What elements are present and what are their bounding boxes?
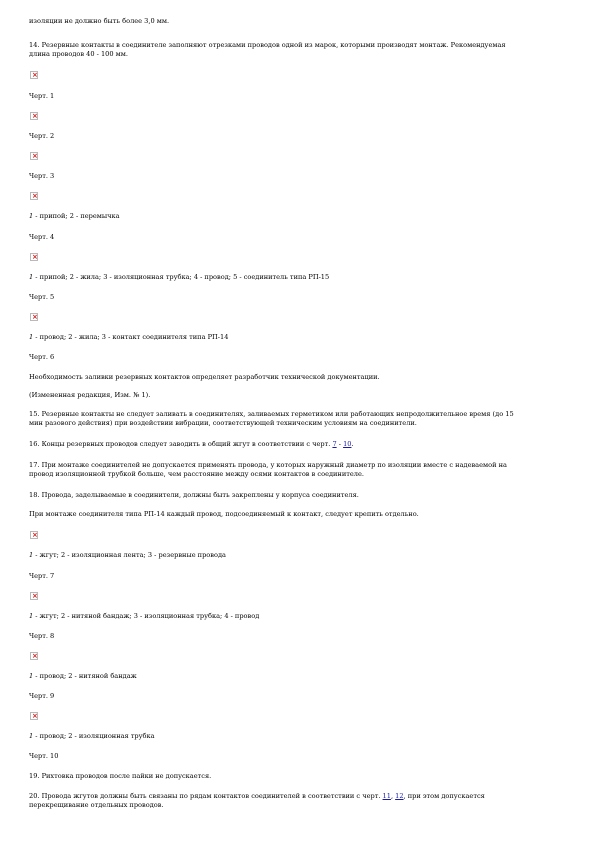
figure-caption-10: Черт. 10	[29, 752, 59, 760]
paragraph-need: Необходимость заливки резервных контактов определяет разработчик технической документации.	[29, 373, 380, 381]
paragraph-20-line-1	[29, 792, 569, 801]
paragraph-16	[29, 440, 569, 449]
figure-legend-6	[29, 333, 569, 342]
legend-text: - жгут; 2 - нитяной бандаж; 3 - изоляционная трубка; 4 - провод	[33, 612, 260, 620]
paragraph-16-text: 16. Концы резервных проводов следует заводить в общий жгут в соответствии с черт.	[29, 440, 333, 448]
paragraph-20-text: 20. Провода жгутов должны быть связаны по рядам контактов соединителей в соответствии с черт.	[29, 792, 383, 800]
dash: -	[336, 440, 344, 448]
figure-legend-5	[29, 273, 569, 282]
legend-number: 1	[29, 551, 34, 559]
figure-caption-3: Черт. 3	[29, 172, 55, 180]
legend-text: - припой; 2 - жила; 3 - изоляционная трубка; 4 - провод; 5 - соединитель типа РП-15	[33, 273, 330, 281]
text-line: изоляции не должно быть более 3,0 мм.	[29, 17, 170, 25]
broken-image-icon: ×	[32, 652, 38, 660]
paragraph-18-rp14: При монтаже соединителя типа РП-14 каждый провод, подсоединяемый к контакт, следует крепить отдельно.	[29, 510, 419, 518]
paragraph-edit-note: (Измененная редакция, Изм. № 1).	[29, 391, 151, 399]
paragraph-19: 19. Рихтовка проводов после пайки не допускается.	[29, 772, 212, 780]
paragraph-14-line-1: 14. Резервные контакты в соединителе заполняют отрезками проводов одной из марок, которыми производят монтаж. Рекомендуемая	[29, 41, 506, 49]
chert-11-link[interactable]: 11	[382, 792, 391, 800]
figure-legend-9	[29, 672, 569, 681]
paragraph-14-line-2: длина проводов 40 - 100 мм.	[29, 50, 129, 58]
paragraph-15-line-2: мин разового действия) при воздействии вибрации, соответствующей техническим условиям на соединители.	[29, 419, 417, 427]
broken-image-icon: ×	[32, 192, 38, 200]
legend-number: 1	[29, 672, 34, 680]
figure-caption-9: Черт. 9	[29, 692, 55, 700]
figure-legend-8	[29, 612, 569, 621]
broken-image-icon: ×	[32, 253, 38, 261]
paragraph-20-tail: , при этом допускается	[403, 792, 485, 800]
figure-legend-3	[29, 212, 569, 221]
legend-text: - припой; 2 - перемычка	[33, 212, 120, 220]
legend-number: 1	[29, 212, 34, 220]
paragraph-18: 18. Провода, заделываемые в соединители, должны быть закреплены у корпуса соединителя.	[29, 491, 359, 499]
figure-caption-1: Черт. 1	[29, 92, 55, 100]
legend-number: 1	[29, 273, 34, 281]
chert-7-link[interactable]: 7	[332, 440, 337, 448]
paragraph-17-line-1: 17. При монтаже соединителей не допускается применять провода, у которых наружный диаметр по изоляции вместе с надеваемой на	[29, 461, 507, 469]
broken-image-icon: ×	[32, 313, 38, 321]
broken-image-icon: ×	[32, 531, 38, 539]
figure-caption-8: Черт. 8	[29, 632, 55, 640]
figure-caption-6: Черт. 6	[29, 353, 55, 361]
figure-caption-5: Черт. 5	[29, 293, 55, 301]
broken-image-icon: ×	[32, 712, 38, 720]
period: .	[351, 440, 354, 448]
broken-image-icon: ×	[32, 71, 38, 79]
legend-number: 1	[29, 612, 34, 620]
chert-12-link[interactable]: 12	[395, 792, 404, 800]
legend-text: - жгут; 2 - изоляционная лента; 3 - резервные провода	[33, 551, 226, 559]
chert-10-link[interactable]: 10	[343, 440, 352, 448]
broken-image-icon: ×	[32, 152, 38, 160]
broken-image-icon: ×	[32, 592, 38, 600]
figure-legend-10	[29, 732, 569, 741]
paragraph-17-line-2: провод изоляционной трубкой больше, чем расстояние между осями контактов в соединителе.	[29, 470, 364, 478]
figure-caption-2: Черт. 2	[29, 132, 55, 140]
legend-text: - провод; 2 - нитяной бандаж	[33, 672, 137, 680]
legend-text: - провод; 2 - изоляционная трубка	[33, 732, 155, 740]
legend-text: - провод; 2 - жила; 3 - контакт соединителя типа РП-14	[33, 333, 229, 341]
legend-number: 1	[29, 732, 34, 740]
comma: ,	[390, 792, 396, 800]
paragraph-15-line-1: 15. Резервные контакты не следует заливать в соединителях, заливаемых герметиком или работающих непродолжительное время (до 15	[29, 410, 514, 418]
legend-number: 1	[29, 333, 34, 341]
paragraph-20-line-2: перекрещивание отдельных проводов.	[29, 801, 164, 809]
figure-caption-4: Черт. 4	[29, 233, 55, 241]
figure-legend-7	[29, 551, 569, 560]
broken-image-icon: ×	[32, 112, 38, 120]
figure-caption-7: Черт. 7	[29, 572, 55, 580]
